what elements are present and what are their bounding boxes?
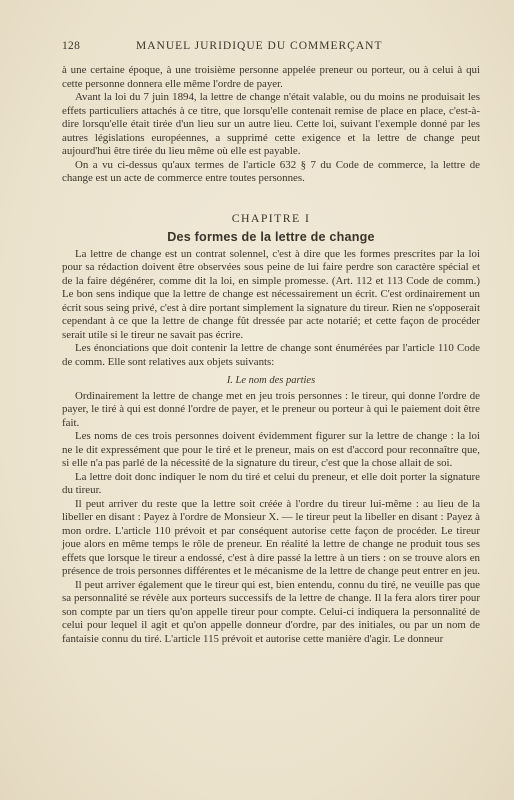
page-number: 128 <box>62 40 81 52</box>
section-heading <box>62 374 480 388</box>
paragraph: On a vu ci-dessus qu'aux termes de l'article 632 § 7 du Code de commerce, la lettre de change est un acte de commerce entre toutes personnes. <box>62 158 480 184</box>
chapter-title: Des formes de la lettre de change <box>167 230 375 244</box>
paragraph: La lettre doit donc indiquer le nom du tiré et celui du preneur, et elle doit porter la signature du tireur. <box>62 470 480 496</box>
page-body <box>62 64 480 646</box>
chapter-label: CHAPITRE I <box>231 210 311 225</box>
paragraph: à une certaine époque, à une troisième personne appelée preneur ou porteur, ou à celui à qui cette personne donnera elle même l'ordre de payer. <box>62 64 480 90</box>
paragraph: Avant la loi du 7 juin 1894, la lettre de change n'était valable, ou du moins ne produisait les effets particuliers attachés à ce titre, que lorsqu'elle contenait remise de place en place, c'est-à-dire lorsqu'elle était tirée d'un lieu sur un autre lieu. Cette loi, suivant l'exemple donné par les autres législations européennes, a supprimé cette exigence et la lettre de change peut aujourd'hui être tirée du lieu même où elle est payable. <box>62 91 480 157</box>
paragraph: Il peut arriver du reste que la lettre soit créée à l'ordre du tireur lui-même : au lieu de la libeller en disant : Payez à l'ordre de Monsieur X. — le tireur peut la libeller en disant : Payez à mon ordre. L'article 110 prévoit et par conséquent autorise cette façon de procéder. Le tireur joue alors en même temps le rôle de preneur. En réalité la lettre de change ne produit tous ses effets que lorsque le tireur a endossé, c'est à dire passé la lettre à un tiers : on se trouve alors en présence de trois personnes différentes et le mécanisme de la lettre de change peut entrer en jeu. <box>62 497 480 577</box>
paragraph: La lettre de change est un contrat solennel, c'est à dire que les formes prescrites par la loi pour sa rédaction doivent être observées sous peine de lui faire perdre son caractère spécial et de la faire dégénérer, comme dit la loi, en simple promesse. (Art. 112 et 113 Code de comm.) Le bon sens indique que la lettre de change est nécessairement un écrit. C'est ordinairement un écrit sous seing privé, c'est à dire portant simplement la signature du tireur. Rien ne s'opposerait cependant à ce que la lettre de change fût dressée par acte notarié; et cette façon de procéder serait utile si le tireur ne savait pas écrire. <box>62 247 480 341</box>
paragraph: Il peut arriver également que le tireur qui est, bien entendu, connu du tiré, ne veuille pas que sa personnalité se révèle aux porteurs successifs de la lettre de change. Il la fera alors tirer pour son compte par un tiers qu'on appelle tireur pour compte. Celui-ci indiquera la personnalité de celui pour lequel il agit et qu'on appelle donneur d'ordre, par des initiales, ou par un nom de fantaisie connu du tiré. L'article 115 prévoit et autorise cette manière d'agir. Le donneur <box>62 578 480 645</box>
paragraph: Les énonciations que doit contenir la lettre de change sont énumérées par l'article 110 Code de comm. Elle sont relatives aux objets suivants: <box>62 342 480 368</box>
paragraph: Ordinairement la lettre de change met en jeu trois personnes : le tireur, qui donne l'ordre de payer, le tiré à qui est donné l'ordre de payer, et le preneur ou porteur à qui le paiement doit être fait. <box>62 389 480 429</box>
running-title: MANUEL JURIDIQUE DU COMMERÇANT <box>136 40 383 52</box>
paragraph: Les noms de ces trois personnes doivent évidemment figurer sur la lettre de change : la loi ne le dit expressément que pour le tiré et le preneur, mais on est d'accord pour reconnaître que, si elle n'a pas parlé de la nécessité de la signature du tireur, c'est que la chose allait de soi. <box>62 430 480 469</box>
section-label: I. Le nom des parties <box>226 375 316 386</box>
